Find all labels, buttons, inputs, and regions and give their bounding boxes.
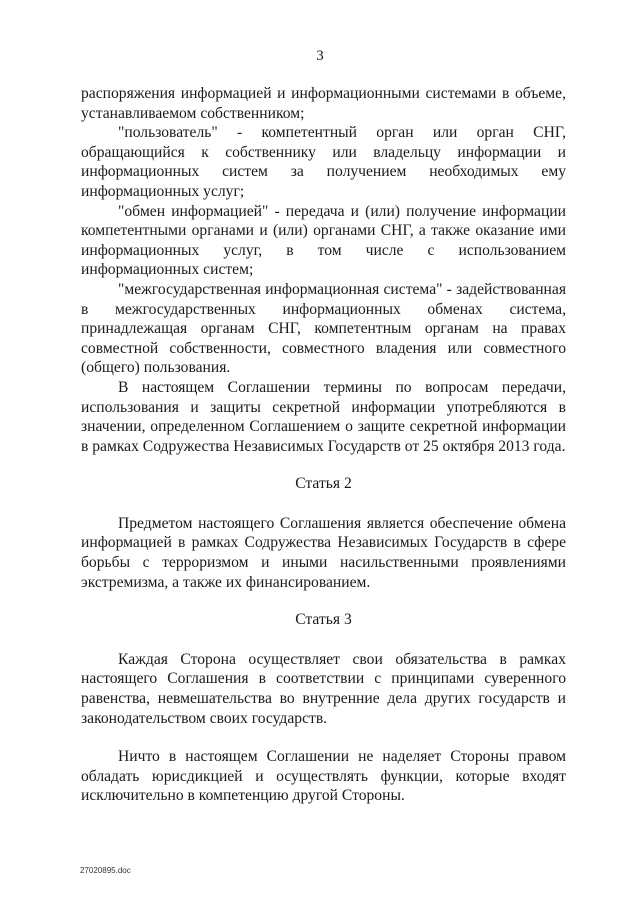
- page-number: 3: [316, 48, 324, 64]
- article-2-text: Предметом настоящего Соглашения является обеспечение обмена информацией в рамках Содружества Независимых Государств в сфере борьбы с терроризмом и иными насильственными проявлениями экстремизма, а также их финансированием.: [81, 514, 566, 591]
- definition-continuation: распоряжения информацией и информационными системами в объеме, устанавливаемом собственником;: [81, 85, 566, 122]
- article-3-heading: Статья 3: [295, 611, 352, 629]
- article-2-heading: Статья 2: [295, 475, 352, 493]
- article-3-paragraph-2: Ничто в настоящем Соглашении не наделяет Стороны правом обладать юрисдикцией и осуществлять функции, которые входят исключительно в компетенцию другой Стороны.: [81, 748, 566, 805]
- document-body: [81, 84, 566, 806]
- definition-user: "пользователь" - компетентный орган или орган СНГ, обращающийся к собственнику или владельцу информации и информационных систем за получением необходимых ему информационных услуг;: [81, 124, 566, 200]
- definition-interstate-system: "межгосударственная информационная система" - задействованная в межгосударственных информационных обменах система, принадлежащая органам СНГ, компетентным органам на правах совместной собственности, совместного владения или совместного (общего) пользования.: [81, 280, 566, 377]
- definition-information-exchange: "обмен информацией" - передача и (или) получение информации компетентными органами и (или) органами СНГ, а также оказание ими информационных услуг, в том числе с использованием информационных систем;: [81, 202, 566, 279]
- article-3-paragraph-1: Каждая Сторона осуществляет свои обязательства в рамках настоящего Соглашения в соответствии с принципами суверенного равенства, невмешательства во внутренние дела других государств и законодательством своих государств.: [81, 650, 566, 727]
- secret-info-terms-paragraph: В настоящем Соглашении термины по вопросам передачи, использования и защиты секретной информации употребляются в значении, определенном Соглашением о защите секретной информации в рамках Содружества Независимых Государств от 25 октября 2013 года.: [81, 378, 566, 455]
- document-footer-filename: 27020895.doc: [80, 866, 131, 875]
